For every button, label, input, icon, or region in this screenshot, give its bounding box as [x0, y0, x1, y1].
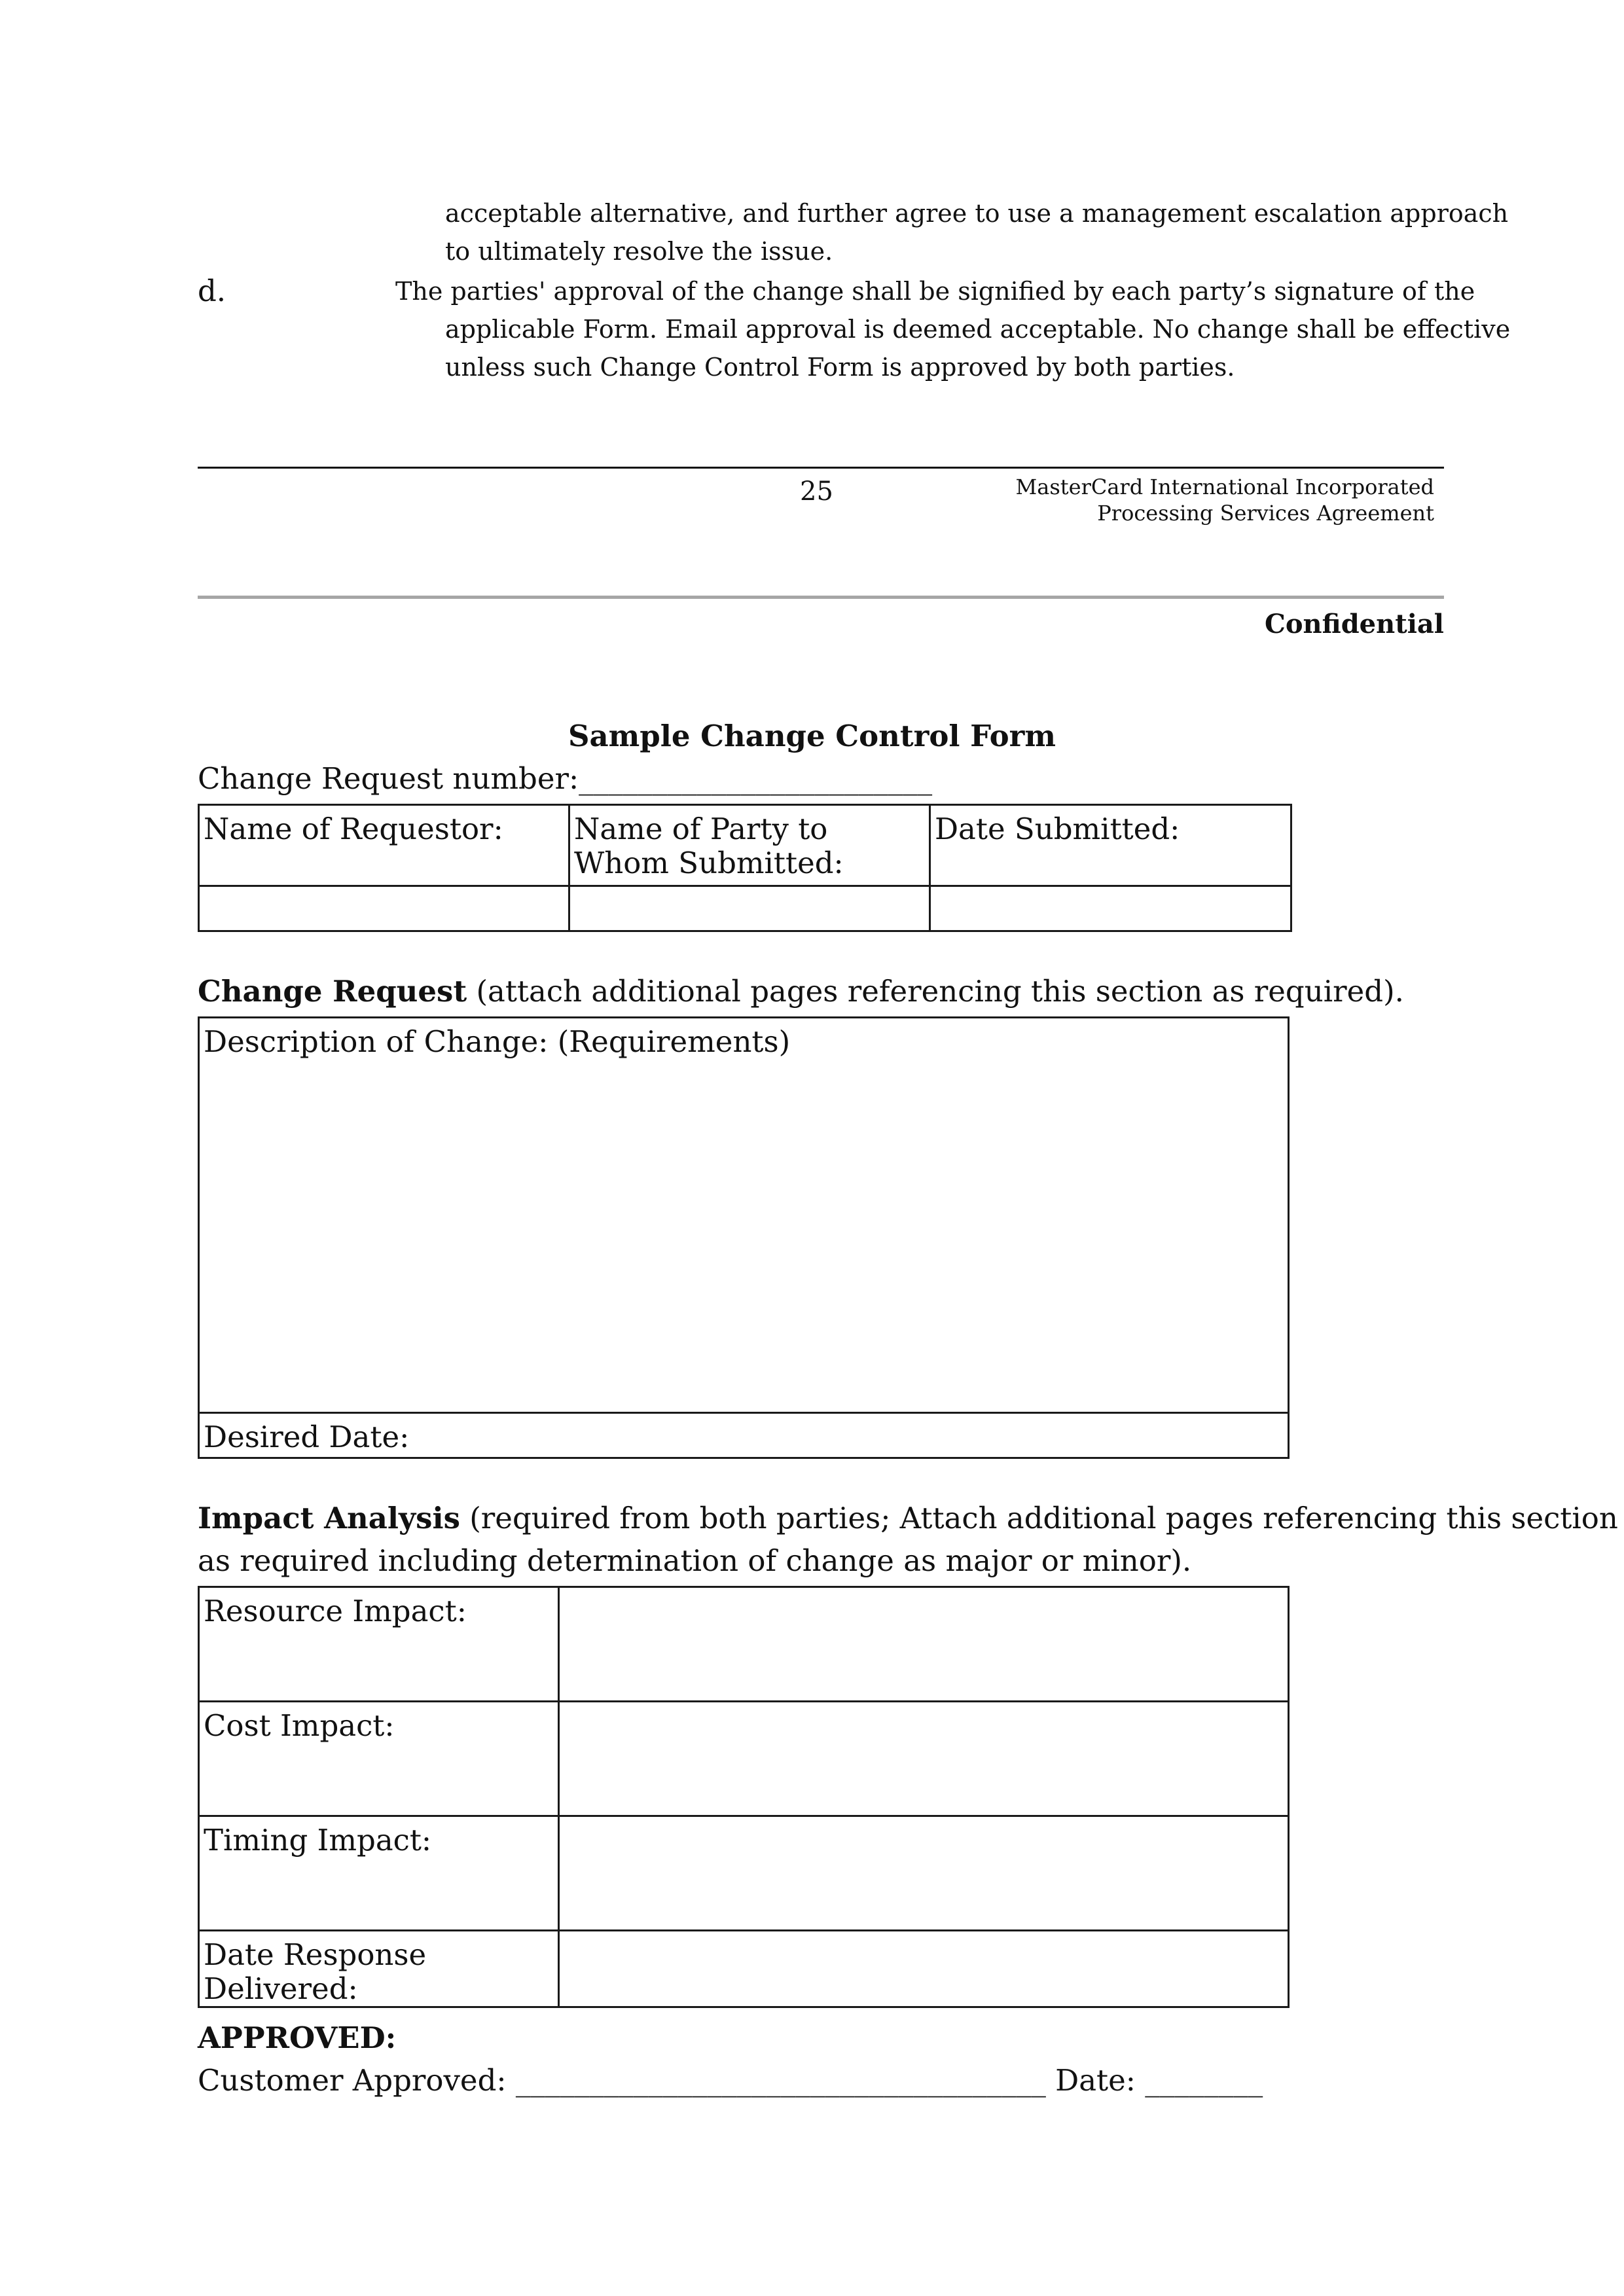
footer-company: MasterCard International Incorporated	[1015, 475, 1434, 499]
customer-approved-line: Customer Approved: ____________________________________ Date: ________	[198, 2063, 1263, 2098]
impact-analysis-note-2: as required including determination of change as major or minor).	[198, 1543, 1192, 1578]
change-request-heading-line	[198, 974, 1404, 1009]
date-submitted-field[interactable]	[929, 886, 1291, 931]
item-d-marker: d.	[198, 274, 226, 308]
cost-impact-field[interactable]	[559, 1702, 1289, 1816]
change-request-table	[198, 1016, 1290, 1459]
change-request-number: Change Request number:________________________	[198, 761, 933, 796]
impact-analysis-note-1: (required from both parties; Attach additional pages referencing this section	[460, 1501, 1618, 1535]
footer-agreement: Processing Services Agreement	[1097, 501, 1434, 526]
item-d-line-1: The parties' approval of the change shall be signified by each party’s signature of the	[395, 277, 1475, 306]
date-submitted-header: Date Submitted:	[929, 805, 1291, 886]
change-request-heading: Change Request	[198, 974, 467, 1009]
continuation-line-2: to ultimately resolve the issue.	[445, 237, 833, 266]
impact-analysis-table	[198, 1586, 1290, 2008]
cost-impact-label: Cost Impact:	[199, 1702, 559, 1816]
resource-impact-label: Resource Impact:	[199, 1587, 559, 1702]
requestor-field[interactable]	[199, 886, 569, 931]
requestor-table	[198, 804, 1292, 932]
item-d-line-3: unless such Change Control Form is approved by both parties.	[445, 353, 1235, 382]
form-title: Sample Change Control Form	[568, 719, 1056, 753]
page-number: 25	[800, 476, 833, 507]
party-submitted-field[interactable]	[569, 886, 929, 931]
change-request-note: (attach additional pages referencing this section as required).	[467, 974, 1404, 1009]
confidential-label: Confidential	[1265, 609, 1444, 639]
continuation-line-1: acceptable alternative, and further agree to use a management escalation approach	[445, 199, 1509, 228]
date-response-delivered-label: Date Response Delivered:	[199, 1931, 559, 2007]
resource-impact-field[interactable]	[559, 1587, 1289, 1702]
approved-heading: APPROVED:	[198, 2020, 397, 2055]
impact-analysis-heading: Impact Analysis	[198, 1501, 460, 1535]
date-response-delivered-field[interactable]	[559, 1931, 1289, 2007]
item-d-line-2: applicable Form. Email approval is deemed acceptable. No change shall be effective	[445, 315, 1511, 344]
header-rule	[198, 596, 1444, 599]
timing-impact-field[interactable]	[559, 1816, 1289, 1931]
description-of-change-field[interactable]: Description of Change: (Requirements)	[199, 1018, 1289, 1413]
timing-impact-label: Timing Impact:	[199, 1816, 559, 1931]
party-submitted-header: Name of Party to Whom Submitted:	[569, 805, 929, 886]
footer-rule	[198, 467, 1444, 469]
requestor-header: Name of Requestor:	[199, 805, 569, 886]
impact-analysis-line-1	[198, 1501, 1618, 1535]
desired-date-field[interactable]: Desired Date:	[199, 1413, 1289, 1458]
